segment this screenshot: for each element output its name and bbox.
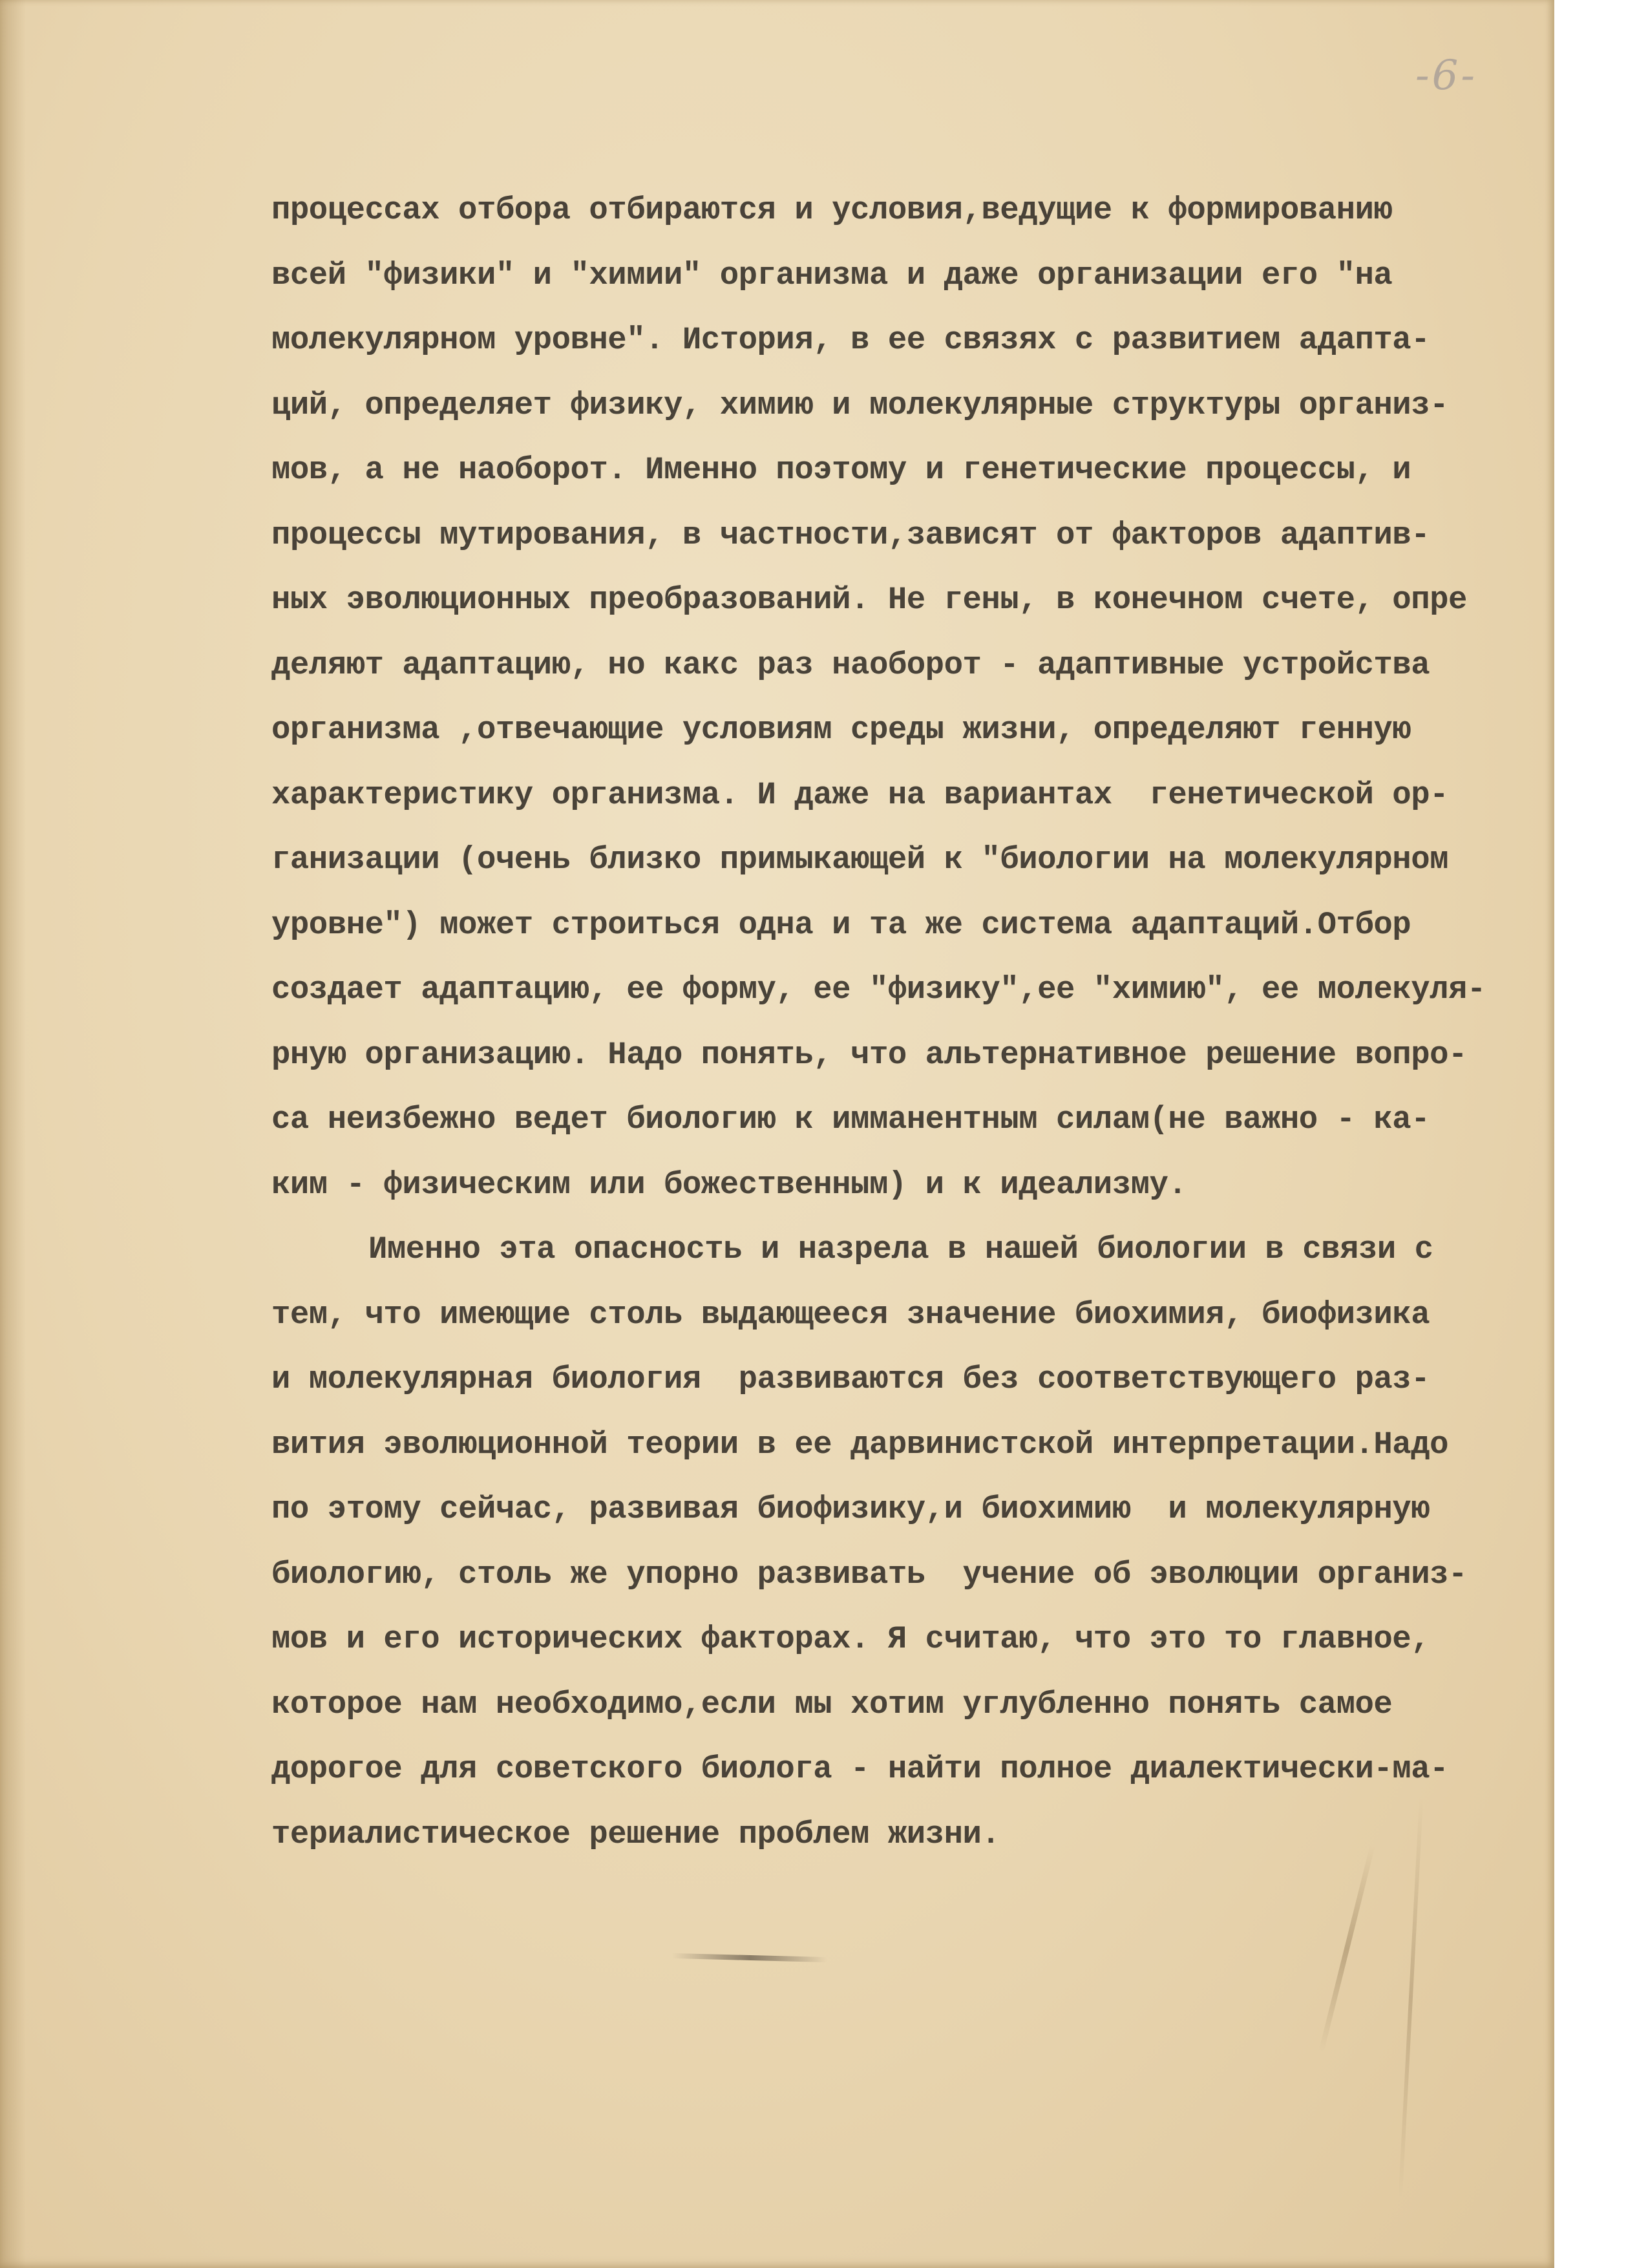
text-line: всей "физики" и "химии" организма и даже организации его "на <box>271 257 1393 293</box>
text-line: и молекулярная биология развиваются без соответствующего раз- <box>271 1361 1430 1397</box>
text-line: ных эволюционных преобразований. Не гены, в конечном счете, опре <box>271 582 1467 618</box>
text-line: мов и его исторических факторах. Я считаю, что это то главное, <box>271 1621 1430 1657</box>
text-line: рную организацию. Надо понять, что альтернативное решение вопро- <box>271 1036 1467 1073</box>
typewritten-text <box>271 178 1551 1867</box>
text-line: организма ,отвечающие условиям среды жизни, определяют генную <box>271 712 1411 748</box>
pen-stroke-mark <box>672 1953 827 1962</box>
text-line: са неизбежно ведет биологию к имманентным силам(не важно - ка- <box>271 1101 1430 1138</box>
text-line: тем, что имеющие столь выдающееся значение биохимия, биофизика <box>271 1296 1430 1333</box>
text-line: по этому сейчас, развивая биофизику,и биохимию и молекулярную <box>271 1491 1430 1527</box>
text-line: процессах отбора отбираются и условия,ведущие к формированию <box>271 192 1393 228</box>
text-line: ганизации (очень близко примыкающей к "биологии на молекулярном <box>271 842 1449 878</box>
text-line: дорогое для советского биолога - найти полное диалектически-ма- <box>271 1751 1449 1787</box>
text-line: териалистическое решение проблем жизни. <box>271 1816 1000 1852</box>
text-line-indented: Именно эта опасность и назрела в нашей биологии в связи с <box>368 1231 1433 1267</box>
paper-crease <box>1318 1845 1375 2053</box>
text-line: мов, а не наоборот. Именно поэтому и генетические процессы, и <box>271 452 1411 488</box>
text-line: процессы мутирования, в частности,зависят от факторов адаптив- <box>271 516 1430 553</box>
paragraph-2 <box>271 1217 1551 1867</box>
text-line: создает адаптацию, ее форму, ее "физику",ее "химию", ее молекуля- <box>271 971 1486 1008</box>
text-line: биологию, столь же упорно развивать учение об эволюции организ- <box>271 1556 1467 1593</box>
text-line: ким - физическим или божественным) и к идеализму. <box>271 1166 1187 1203</box>
text-line: молекулярном уровне". История, в ее связях с развитием адапта- <box>271 322 1430 358</box>
paragraph-1 <box>271 178 1551 1217</box>
text-line: вития эволюционной теории в ее дарвинистской интерпретации.Надо <box>271 1426 1449 1463</box>
paper-edge-shadow <box>0 0 26 2268</box>
page-number: -6- <box>1415 52 1477 100</box>
text-line: ций, определяет физику, химию и молекулярные структуры организ- <box>271 387 1449 423</box>
text-line: характеристику организма. И даже на вариантах генетической ор- <box>271 776 1449 813</box>
text-line: уровне") может строиться одна и та же система адаптаций.Отбор <box>271 906 1411 943</box>
text-line: которое нам необходимо,если мы хотим углубленно понять самое <box>271 1686 1393 1722</box>
text-line: деляют адаптацию, но какс раз наоборот - адаптивные устройства <box>271 646 1430 683</box>
